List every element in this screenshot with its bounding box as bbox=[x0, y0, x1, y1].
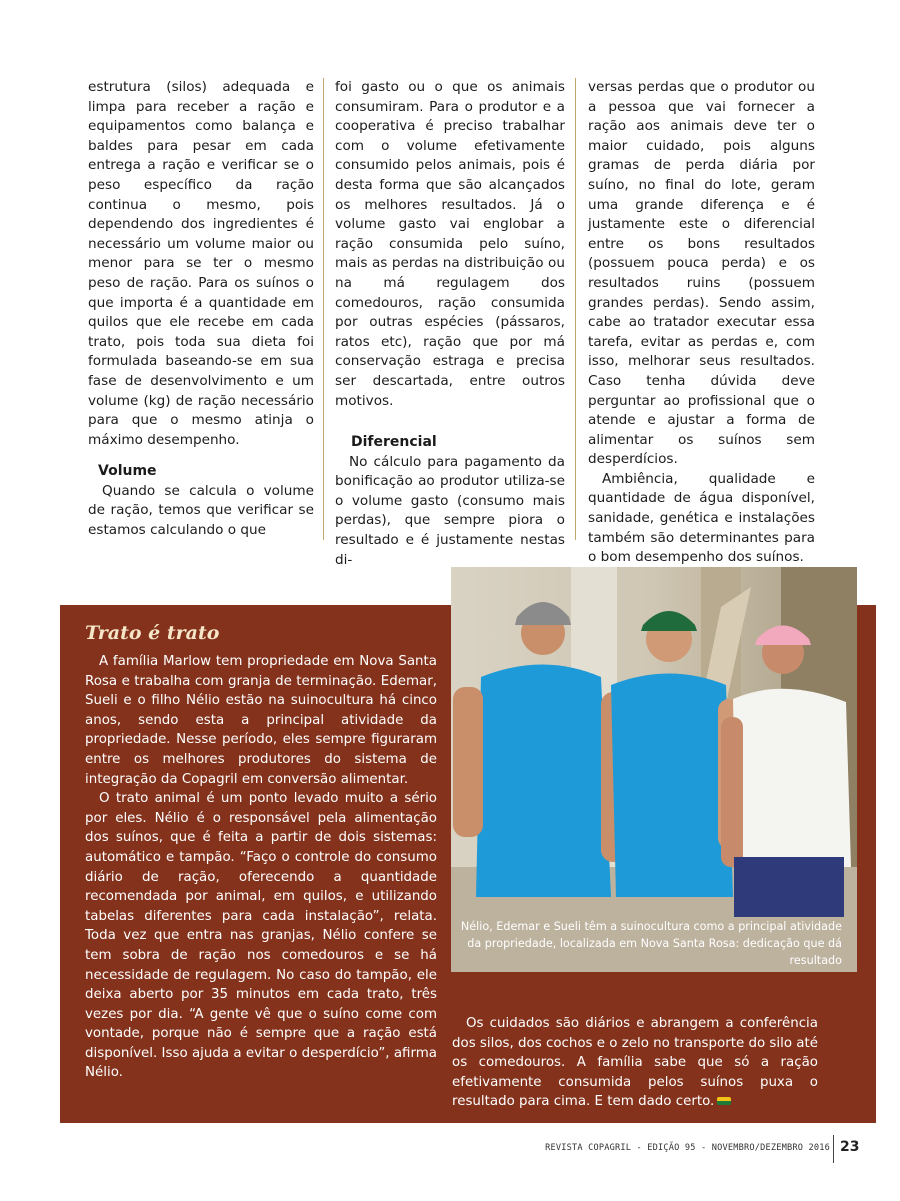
sidebar-paragraph: O trato animal é um ponto levado muito a sério por eles. Nélio é o responsável pela alimentação dos suínos, que é feita a partir de dois sistemas: automático e tampão. “Faço o controle do consumo diário de ração, oferecendo a quantidade recomendada por animal, em quilos, e utilizando tabelas diferentes para cada instalação”, relata. Toda vez que entra nas granjas, Nélio confere se tem sobra de ração nos comedouros e se há necessidade de regulagem. No caso do tampão, ele deixa aberto por 35 minutos em cada trato, três vezes por dia. “A gente vê que o suíno come com vontade, porque não é sempre que a ração está disponível. Isso ajuda a evitar o desperdício”, afirma Nélio. bbox=[85, 791, 437, 1081]
article-paragraph: foi gasto ou o que os animais consumiram. Para o produtor e a cooperativa é preciso trabalhar com o volume efetivamente consumido pelos animais, pois é desta forma que são alcançados os melhores resultados. Já o volume gasto vai englobar a ração consumida pelo suíno, mais as perdas na distribuição ou na má regulagem dos comedouros, ração consumida por outras espécies (pássaros, ratos etc), ração que por má conservação estraga e precisa ser descartada, entre outros motivos. bbox=[335, 79, 565, 409]
article-column-3 bbox=[588, 78, 815, 568]
article-paragraph: Ambiência, qualidade e quantidade de água disponível, sanidade, genética e instalações também são determinantes para o bom desempenho dos suínos. bbox=[588, 470, 815, 566]
footer-publication: REVISTA COPAGRIL - EDIÇÃO 95 - NOVEMBRO/DEZEMBRO 2016 bbox=[545, 1143, 830, 1153]
subheading-volume: Volume bbox=[98, 463, 157, 480]
family-photo bbox=[451, 567, 857, 972]
column-divider bbox=[323, 78, 324, 540]
article-paragraph: versas perdas que o produtor ou a pessoa que vai fornecer a ração aos animais deve ter o maior cuidado, pois alguns gramas de perda diária por suíno, no final do lote, geram uma grande diferença e é justamente este o diferencial entre os bons resultados (possuem pouca perda) e os resultados ruins (possuem grandes perdas). Sendo assim, cabe ao tratador executar essa tarefa, evitar as perdas e, com isso, melhorar seus resultados. Caso tenha dúvida deve perguntar ao profissional que o atende e ajustar a forma de alimentar os suínos sem desperdícios. bbox=[588, 79, 815, 468]
article-paragraph: No cálculo para pagamento da bonificação ao produtor utiliza-se o volume gasto (consumo mais perdas), que sempre piora o resultado e é justamente nestas di- bbox=[335, 453, 565, 568]
subheading-diferencial: Diferencial bbox=[351, 434, 437, 451]
photo-caption: Nélio, Edemar e Sueli têm a suinocultura como a principal atividade da propriedade, localizada em Nova Santa Rosa: dedicação que dá resultado bbox=[460, 920, 842, 967]
sidebar-paragraph-text: Os cuidados são diários e abrangem a conferência dos silos, dos cochos e o zelo no transporte do silo até os comedouros. A família sabe que só a ração efetivamente consumida pelos suínos puxa o resultado para cima. E tem dado certo. bbox=[452, 1016, 818, 1110]
column-divider bbox=[575, 78, 576, 540]
sidebar-text bbox=[85, 652, 437, 1083]
article-column-2 bbox=[335, 78, 565, 570]
sidebar-text-continued bbox=[452, 1014, 818, 1112]
sidebar-paragraph: A família Marlow tem propriedade em Nova Santa Rosa e trabalha com granja de terminação. Edemar, Sueli e o filho Nélio estão na suinocultura há cinco anos, sendo esta a principal atividade da propriedade. Nesse período, eles sempre figuraram entre os melhores produtores do sistema de integração da Copagril em conversão alimentar. bbox=[85, 654, 437, 787]
article-paragraph: estrutura (silos) adequada e limpa para receber a ração e equipamentos como balança e baldes para pesar em cada entrega a ração e verificar se o peso específico da ração continua o mesmo, pois dependendo dos ingredientes é necessário um volume maior ou menor para se ter o mesmo peso de ração. Para os suínos o que importa é a quantidade em quilos que ele recebe em cada trato, pois toda sua dieta foi formulada baseando-se em sua fase de desenvolvimento e um volume (kg) de ração necessário para que o mesmo atinja o máximo desempenho. bbox=[88, 79, 314, 448]
sidebar-paragraph bbox=[452, 1014, 818, 1112]
end-mark-icon bbox=[717, 1097, 731, 1105]
page-number: 23 bbox=[840, 1139, 860, 1155]
footer-divider bbox=[833, 1135, 834, 1163]
article-column-1 bbox=[88, 78, 314, 541]
article-paragraph: Quando se calcula o volume de ração, temos que verificar se estamos calculando o que bbox=[88, 482, 314, 539]
sidebar-title: Trato é trato bbox=[85, 622, 220, 644]
